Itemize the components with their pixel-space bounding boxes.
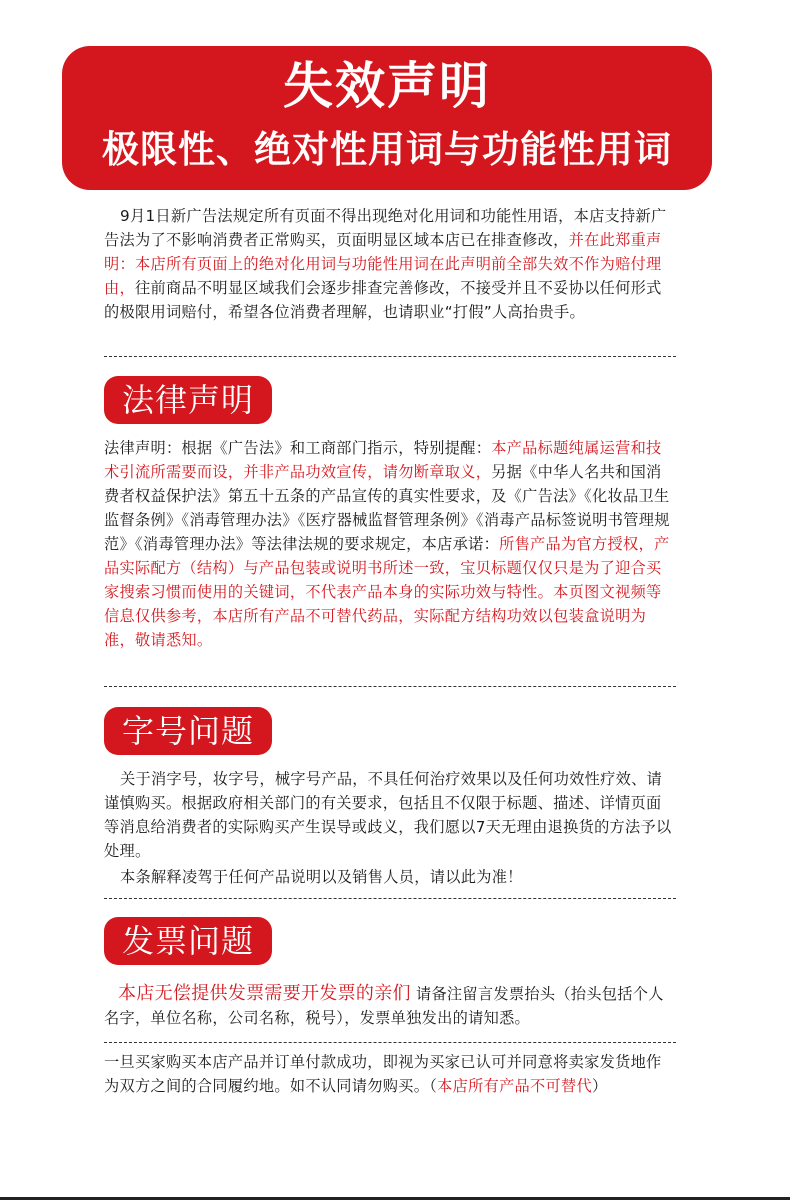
section-heading-legal: 法律声明 (104, 376, 272, 424)
legal-text-2: 另据《中华人名共和国消费者权益保护法》第五十五条的产品宣传的真实性要求，及《广告法》《化妆品卫生监督条例》《消毒管理办法》《医疗器械监督管理条例》《消毒产品标签说明书管理规范》《消毒管理办法》等法律法规的要求规定，本店承诺： (104, 463, 670, 553)
banner-subtitle: 极限性、绝对性用词与功能性用词 (102, 128, 672, 171)
disclaimer-text-red: 并在此郑重声明：本店所有页面上的绝对化用词与功能性用词在此声明前全部失效不作为赔付理由， (104, 231, 662, 297)
legal-text-red-1: 本产品标题纯属运营和技术引流所需要而设，并非产品功效宣传，请勿断章取义， (104, 439, 662, 481)
invoice-paragraph (104, 982, 676, 1030)
brand-paragraph-2: 本条解释凌驾于任何产品说明以及销售人员，请以此为准！ (120, 868, 523, 886)
title-banner (62, 46, 712, 190)
invoice-text-red: 本店无偿提供发票需要开发票的亲们 (118, 983, 411, 1004)
divider (104, 686, 676, 687)
disclaimer-paragraph (104, 204, 676, 324)
legal-text-1: 法律声明：根据《广告法》和工商部门指示，特别提醒： (104, 439, 492, 457)
divider (104, 898, 676, 899)
divider (104, 1042, 676, 1043)
contract-text-red: 本店所有产品不可替代 (437, 1077, 592, 1095)
section-heading-invoice: 发票问题 (104, 917, 272, 965)
contract-text-2: ） (592, 1077, 608, 1095)
disclaimer-text-2: 往前商品不明显区域我们会逐步排查完善修改，不接受并且不妥协以任何形式的极限用词赔付，希望各位消费者理解，也请职业“打假”人高抬贵手。 (104, 279, 662, 321)
legal-text-red-2: 所售产品为官方授权，产品实际配方（结构）与产品包装或说明书所述一致，宝贝标题仅仅只是为了迎合买家搜索习惯而使用的关键词，不代表产品本身的实际功效与特性。本页图文视频等信息仅供参考，本店所有产品不可替代药品，实际配方结构功效以包装盒说明为准，敬请悉知。 (104, 535, 670, 649)
contract-text-1: 一旦买家购买本店产品并订单付款成功，即视为买家已认可并同意将卖家发货地作为双方之间的合同履约地。如不认同请勿购买。（ (104, 1053, 662, 1095)
disclaimer-text-1: 9月1日新广告法规定所有页面不得出现绝对化用词和功能性用语，本店支持新广告法为了不影响消费者正常购买，页面明显区域本店已在排查修改， (104, 207, 667, 249)
banner-title: 失效声明 (283, 57, 491, 115)
invoice-text: 请备注留言发票抬头（抬头包括个人名字，单位名称，公司名称，税号），发票单独发出的请知悉。 (104, 985, 664, 1027)
brand-paragraph-1: 关于消字号，妆字号，械字号产品，不具任何治疗效果以及任何功效性疗效、请谨慎购买。根据政府相关部门的有关要求，包括且不仅限于标题、描述、详情页面等消息给消费者的实际购买产生误导或歧义，我们愿以7天无理由退换货的方法予以处理。 (104, 770, 672, 860)
contract-paragraph (104, 1050, 676, 1098)
legal-paragraph (104, 436, 676, 652)
section-heading-brand: 字号问题 (104, 707, 272, 755)
divider (104, 356, 676, 357)
